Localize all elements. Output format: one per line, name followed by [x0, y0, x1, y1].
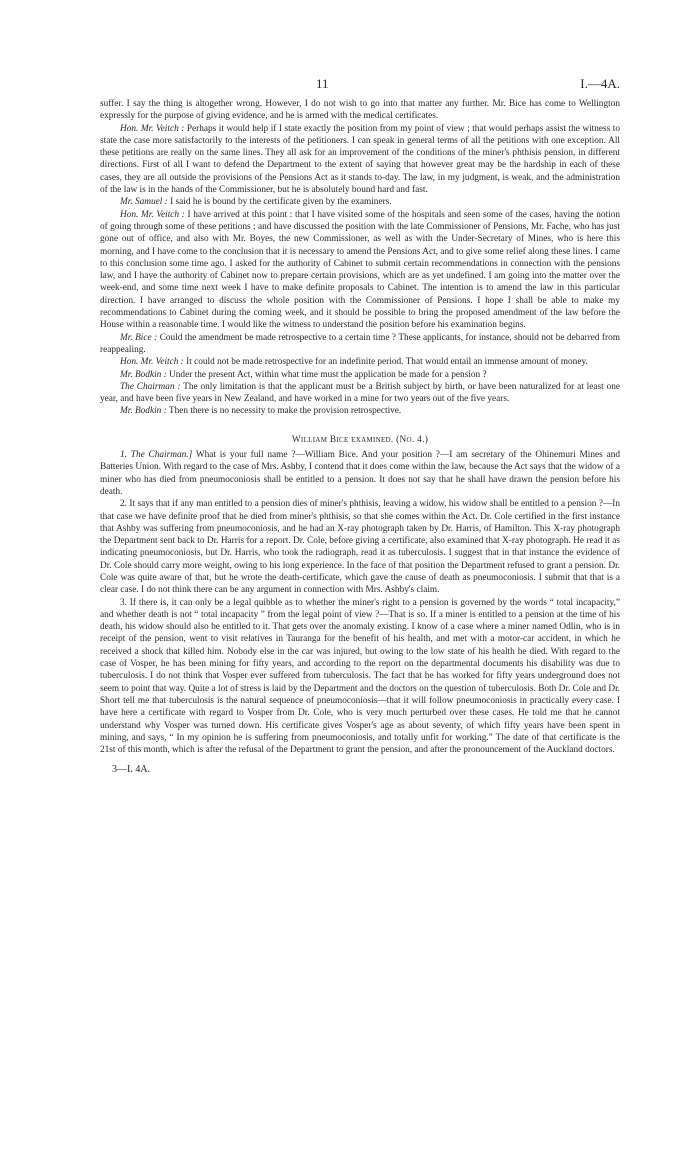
paragraph — [100, 449, 620, 498]
speaker-name: 1. The Chairman.] — [120, 450, 193, 461]
evidence-before-section — [100, 98, 620, 418]
speaker-name: Mr. Samuel : — [120, 197, 168, 208]
section-heading: William Bice examined. (No. 4.) — [291, 434, 429, 445]
paragraph — [100, 98, 620, 123]
speaker-name: Mr. Bodkin : — [120, 406, 167, 417]
page-number: 11 — [316, 76, 329, 91]
paragraph — [100, 209, 620, 332]
paragraph-text: I said he is bound by the certificate given by the examiners. — [167, 197, 392, 208]
paragraph — [100, 405, 620, 417]
paragraph — [100, 356, 620, 368]
paragraph-text: 3. If there is, it can only be a legal quibble as to whether the miner's right to a pension is governed by the words “ total incapacity,” and whether death is not “ total incapacity ” from the legal point of view ?—That is so. If a miner is entitled to a pension at the time of his death, his widow should also be entitled to it. That gets over the anomaly existing. I know of a case where a miner named Odlin, who is in receipt of the pension, went to visit relatives in Tauranga for the benefit of his health, and met with a motor-car accident, in which he received a shock that killed him. Nobody else in the car was injured, but owing to the low state of his health he died. With regard to the case of Vosper, he has been mining for fifty years, and according to the report on the departmental documents his disability was due to tuberculosis. I do not think that Vosper ever suffered from tuberculosis. The fact that he has worked for fifty years underground does not seem to point that way. Quite a lot of stress is laid by the Department and the doctors on the question of tuberculosis. Both Dr. Cole and Dr. Short tell me that tuberculosis is the natural sequence of pneumoconiosis—that it will follow pneumoconiosis in practically every case. I have here a certificate with regard to Vosper from Dr. Cole, who is very much perturbed over these cases. He told me that he cannot understand why Vosper was turned down. His certificate gives Vosper's age as about seventy, of which fifty years have been spent in mining, and says, “ In my opinion he is suffering from pneumoconiosis, and totally unfit for working.” The date of that certificate is the 21st of this month, which is after the refusal of the Department to grant the pension, and after the pronouncement of the Auckland doctors. — [100, 597, 620, 756]
paragraph — [100, 332, 620, 357]
paper-reference: I.—4A. — [580, 76, 620, 91]
paragraph-text: I have arrived at this point : that I have visited some of the hospitals and seen some of the cases, having the notion of going through some of these petitions ; and have discussed the position with the late Commissioner of Pensions, Mr. Fache, who has just gone out of office, and also with Mr. Boyes, the new Commissioner, as well as with the Under-Secretary of Mines, who is here this morning, and I have come to the conclusion that it is necessary to amend the Pensions Act, and to give some relief along these lines. I came to this conclusion some time ago. I asked for the authority of Cabinet to submit certain recommendations in connection with the pensions law, and I have the authority of Cabinet now to prepare certain provisions, which are as yet undefined. I am going into the matter over the week-end, and some time next week I have to make definite proposals to Cabinet. The intention is to amend the law in this particular direction. I have arranged to discuss the whole position with the Commissioner of Pensions. I hope I shall be able to make my recommendations to Cabinet during the coming week, and it should be possible to bring the proposed amendment of the law before the House within a reasonable time. I would like the witness to understand the position before his examination begins. — [100, 209, 620, 331]
paragraph-text: Perhaps it would help if I state exactly the position from my point of view ; that would perhaps assist the witness to state the case more satisfactorily to the interests of the petitioners. I can speak in general terms of all the petitions with one exception. All these petitions are really on the same lines. They all ask for an improvement of the conditions of the miner's phthisis pension, in different directions. First of all I want to defend the Department to the extent of saying that however great may be the hardship in each of these cases, they are all outside the provisions of the Pensions Act as it stands to-day. The law, in my judgment, is weak, and the administration of the law is in the hands of the Commissioner, but he is absolutely bound hard and fast. — [100, 123, 620, 196]
speaker-name: Mr. Bice : — [120, 332, 158, 343]
footer-signature: 3—I. 4A. — [112, 764, 151, 776]
paragraph — [100, 123, 620, 197]
paragraph — [100, 196, 620, 208]
speaker-name: Hon. Mr. Veitch : — [120, 123, 185, 134]
speaker-name: Hon. Mr. Veitch : — [120, 357, 184, 368]
paragraph — [100, 498, 620, 596]
paragraph — [100, 381, 620, 406]
paragraph-text: 2. It says that if any man entitled to a pension dies of miner's phthisis, leaving a widow, his widow shall be entitled to a pension ?—In that case we have definite proof that he died from miner's phthisis, so that she comes within the Act. Dr. Cole certified in the first instance that Ashby was suffering from pneumoconiosis, and he had an X-ray photograph taken by Dr. Harris, of Hamilton. This X-ray photograph the Department sent back to Dr. Harris for a report. Dr. Cole, before giving a certificate, also examined that X-ray photograph. He read it as indicating pneumoconiosis, but Dr. Harris, who took the radiograph, read it as tuberculosis. I suggest that in that instance the evidence of Dr. Cole should carry more weight, owing to his long experience. In the face of that position the Department refused to grant a pension. Dr. Cole was quite aware of that, but he wrote the death-certificate, which gave the cause of death as pneumoconiosis. I submit that that is a clear case. I do not think there can be any argument in connection with Mrs. Ashby's claim. — [100, 499, 620, 596]
paragraph-text: It could not be made retrospective for an indefinite period. That would entail an immense amount of money. — [183, 357, 588, 368]
speaker-name: Hon. Mr. Veitch : — [120, 209, 185, 220]
page-header — [100, 78, 620, 98]
paragraph-text: What is your full name ?—William Bice. And your position ?—I am secretary of the Ohinemuri Mines and Batteries Union. With regard to the case of Mrs. Ashby, I contend that it does come within the law, because the Act says that the widow of a miner who has died from pneumoconiosis shall be entitled to a pension. It does not say that he shall have drawn the pension before his death. — [100, 450, 620, 497]
document-body — [100, 98, 620, 756]
paragraph-text: Then there is no necessity to make the provision retrospective. — [166, 406, 402, 417]
evidence-after-section — [100, 449, 620, 756]
paragraph-text: The only limitation is that the applicant must be a British subject by birth, or have been naturalized for at least one year, and have been five years in New Zealand, and have worked in a mine for two years out of the five years. — [100, 381, 620, 405]
paragraph — [100, 597, 620, 757]
paragraph-text: suffer. I say the thing is altogether wrong. However, I do not wish to go into that matter any further. Mr. Bice has come to Wellington expressly for the purpose of giving evidence, and he is armed with the medical certificates. — [100, 99, 620, 122]
speaker-name: The Chairman : — [120, 381, 181, 392]
paragraph-text: Could the amendment be made retrospective to a certain time ? These applicants, for instance, should not be debarred from reappealing. — [100, 332, 620, 355]
paragraph-text: Under the present Act, within what time must the application be made for a pension ? — [166, 369, 487, 380]
speaker-name: Mr. Bodkin : — [120, 369, 167, 380]
paragraph — [100, 369, 620, 381]
